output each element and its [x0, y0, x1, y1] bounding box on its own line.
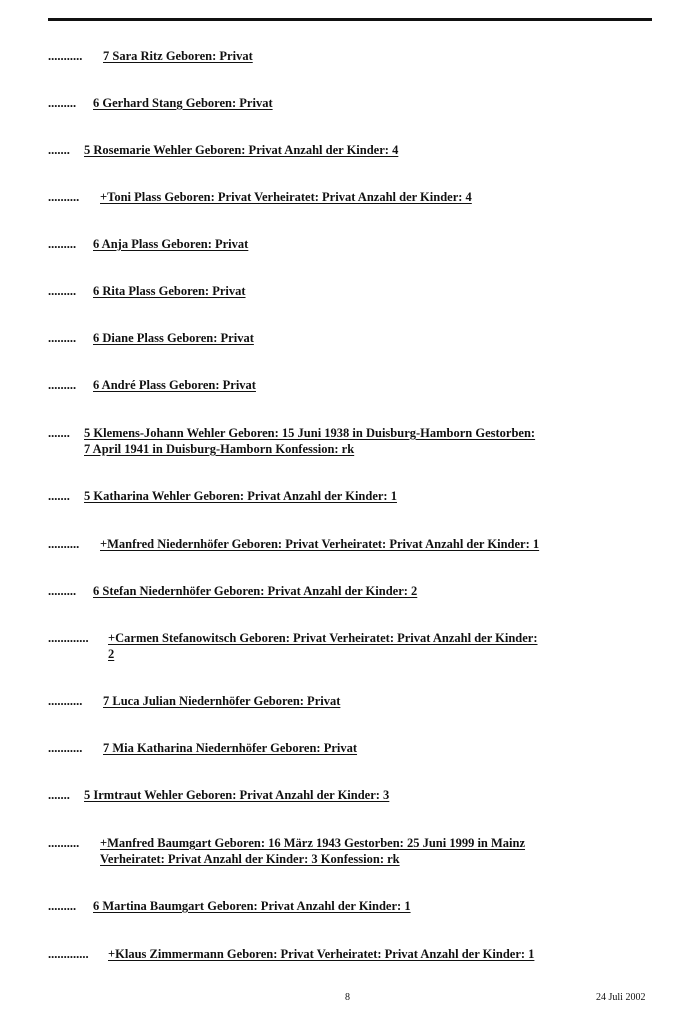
entry-line: 6 Gerhard Stang Geboren: Privat [93, 96, 273, 110]
person-entry [103, 740, 357, 756]
list-item [48, 95, 653, 111]
entry-line: +Carmen Stefanowitsch Geboren: Privat Verheiratet: Privat Anzahl der Kinder: [108, 631, 538, 645]
indent-dots: ......... [48, 96, 77, 110]
list-item [48, 48, 653, 64]
indent-dots: .......... [48, 190, 80, 204]
list-item [48, 488, 653, 504]
entry-line: 7 Sara Ritz Geboren: Privat [103, 49, 253, 63]
indent-dots: ....... [48, 426, 70, 440]
indent-dots: ....... [48, 143, 70, 157]
indent-dots: ......... [48, 237, 77, 251]
person-entry [103, 693, 340, 709]
indent-dots: ............. [48, 631, 89, 645]
entry-line: 6 Anja Plass Geboren: Privat [93, 237, 249, 251]
entry-line: 5 Katharina Wehler Geboren: Privat Anzahl der Kinder: 1 [84, 489, 397, 503]
entry-line: +Manfred Niedernhöfer Geboren: Privat Verheiratet: Privat Anzahl der Kinder: 1 [100, 537, 540, 551]
indent-dots: ........... [48, 694, 83, 708]
person-entry [84, 142, 398, 158]
entry-line: 5 Klemens-Johann Wehler Geboren: 15 Juni 1938 in Duisburg-Hamborn Gestorben: [84, 426, 536, 440]
list-item [48, 330, 653, 346]
page-number: 8 [345, 992, 350, 1003]
entry-line: 6 André Plass Geboren: Privat [93, 378, 256, 392]
entry-line: +Manfred Baumgart Geboren: 16 März 1943 Gestorben: 25 Juni 1999 in Mainz [100, 836, 526, 850]
person-entry [93, 377, 256, 393]
list-item [48, 946, 653, 962]
indent-dots: ............. [48, 947, 89, 961]
list-item [48, 377, 653, 393]
person-entry [93, 236, 248, 252]
indent-dots: .......... [48, 836, 80, 850]
entry-line: 2 [108, 647, 115, 661]
list-item [48, 236, 653, 252]
indent-dots: ........... [48, 741, 83, 755]
list-item [48, 142, 653, 158]
entry-line: 6 Stefan Niedernhöfer Geboren: Privat Anzahl der Kinder: 2 [93, 584, 418, 598]
list-item [48, 787, 653, 803]
indent-dots: ......... [48, 284, 77, 298]
list-item [48, 189, 653, 205]
entry-line: 5 Rosemarie Wehler Geboren: Privat Anzahl der Kinder: 4 [84, 143, 399, 157]
indent-dots: ......... [48, 378, 77, 392]
indent-dots: ......... [48, 584, 77, 598]
entry-line: 7 Luca Julian Niedernhöfer Geboren: Privat [103, 694, 341, 708]
list-item [48, 425, 653, 456]
entry-line: 7 Mia Katharina Niedernhöfer Geboren: Privat [103, 741, 358, 755]
entry-line: 5 Irmtraut Wehler Geboren: Privat Anzahl der Kinder: 3 [84, 788, 390, 802]
print-date: 24 Juli 2002 [596, 992, 646, 1003]
person-entry [84, 488, 397, 504]
person-entry [93, 583, 417, 599]
indent-dots: .......... [48, 537, 80, 551]
entry-line: 6 Diane Plass Geboren: Privat [93, 331, 254, 345]
person-entry [93, 95, 273, 111]
indent-dots: ....... [48, 788, 70, 802]
person-entry [93, 898, 411, 914]
entry-line: +Klaus Zimmermann Geboren: Privat Verheiratet: Privat Anzahl der Kinder: 1 [108, 947, 535, 961]
entry-line: 7 April 1941 in Duisburg-Hamborn Konfession: rk [84, 442, 355, 456]
top-rule [48, 18, 652, 21]
list-item [48, 835, 653, 866]
indent-dots: ........... [48, 49, 83, 63]
indent-dots: ......... [48, 899, 77, 913]
list-item [48, 740, 653, 756]
person-entry [84, 787, 389, 803]
person-entry [103, 48, 253, 64]
list-item [48, 283, 653, 299]
entry-line: Verheiratet: Privat Anzahl der Kinder: 3 Konfession: rk [100, 852, 400, 866]
entry-line: +Toni Plass Geboren: Privat Verheiratet: Privat Anzahl der Kinder: 4 [100, 190, 472, 204]
person-entry [100, 835, 525, 867]
person-entry [93, 283, 246, 299]
person-entry [108, 946, 534, 962]
entry-line: 6 Rita Plass Geboren: Privat [93, 284, 246, 298]
person-entry [100, 536, 539, 552]
person-entry [93, 330, 254, 346]
person-entry [100, 189, 472, 205]
list-item [48, 536, 653, 552]
indent-dots: ....... [48, 489, 70, 503]
person-entry [108, 630, 538, 662]
list-item [48, 693, 653, 709]
person-entry [84, 425, 535, 457]
entry-line: 6 Martina Baumgart Geboren: Privat Anzahl der Kinder: 1 [93, 899, 411, 913]
indent-dots: ......... [48, 331, 77, 345]
list-item [48, 583, 653, 599]
list-item [48, 630, 653, 661]
list-item [48, 898, 653, 914]
